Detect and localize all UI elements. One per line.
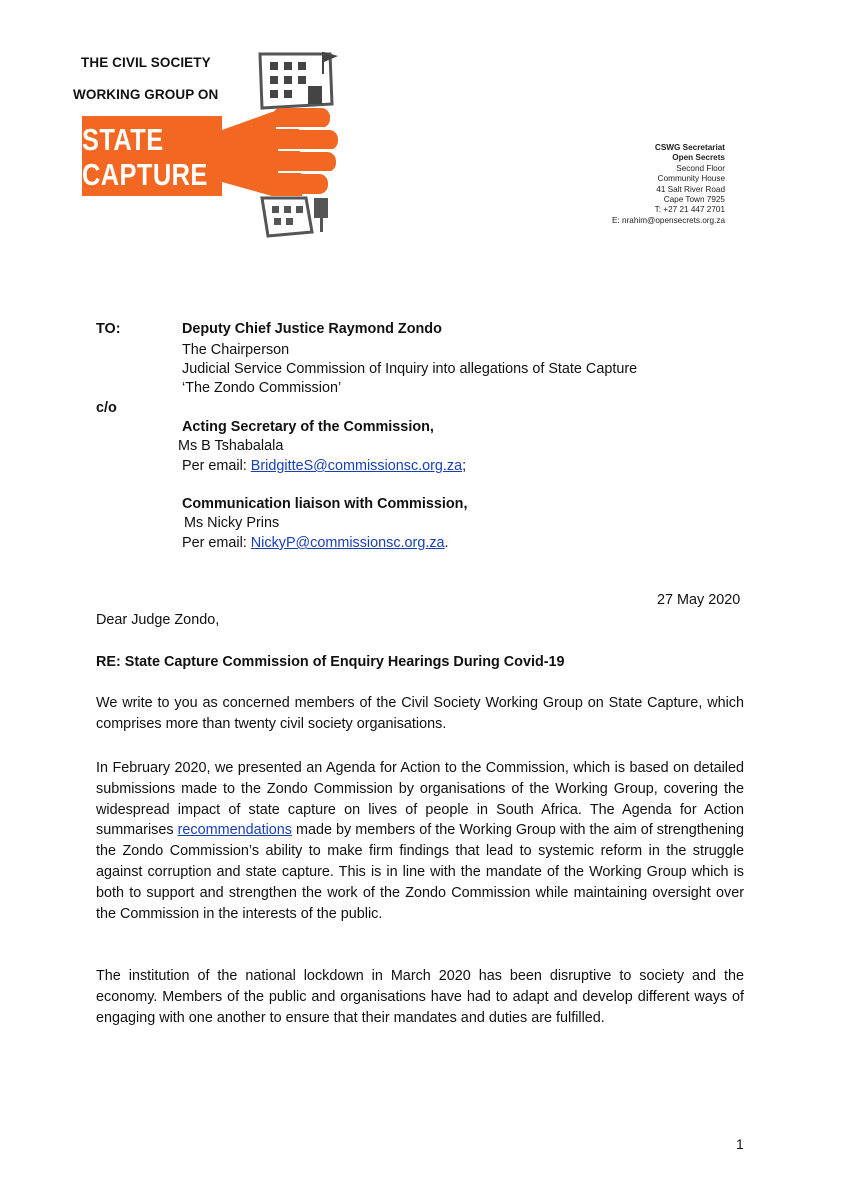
addressee-commission-alias: ‘The Zondo Commission’ [182,380,342,396]
addressee-commission: Judicial Service Commission of Inquiry into allegations of State Capture [182,361,638,377]
letter-subject: RE: State Capture Commission of Enquiry Hearings During Covid-19 [96,654,565,670]
contact2-email-suffix: . [444,535,449,551]
logo-word-state: STATE [82,122,164,157]
contact1-email-link[interactable]: BridgitteS@commissionsc.org.za [250,458,463,474]
paragraph-1: We write to you as concerned members of the Civil Society Working Group on State Capture, which comprises more than twenty civil society organisations. [96,695,744,732]
page-number: 1 [736,1136,744,1152]
co-label: c/o [96,400,117,416]
secretariat-street: 41 Salt River Road [656,184,725,194]
contact2-name: Ms Nicky Prins [184,515,280,531]
recommendations-link[interactable]: recommendations [177,822,292,839]
contact1-email-suffix: ; [462,458,467,474]
salutation: Dear Judge Zondo, [96,612,220,628]
contact2-email-line [182,533,449,553]
addressee-role: The Chairperson [182,342,290,358]
addressee-name: Deputy Chief Justice Raymond Zondo [182,321,442,337]
paragraph-2 [96,758,744,924]
secretariat-email: E: nrahim@opensecrets.org.za [612,215,725,225]
secretariat-address [612,143,725,226]
to-label: TO: [96,321,121,337]
contact1-email-prefix: Per email: [182,458,251,474]
paragraph-2-text-a: In February 2020, we presented an Agenda for Action to the Commission, which is based on detailed submissions made to the Zondo Commission by organisations of the Working Group, covering the widespread impact of state capture on lives of people in South Africa. The Agenda for Action summarises [96,760,744,839]
logo-word-capture: CAPTURE [82,157,208,192]
logo-line-1: THE CIVIL SOCIETY [81,55,211,70]
contact1-email-line [182,456,466,476]
paragraph-2-text-b: made by members of the Working Group with the aim of strengthening the Zondo Commission’s ability to make firm findings that lead to systemic reform in the struggle against corruption and state capture. This is in line with the mandate of the Working Group which is both to support and strengthen the work of the Zondo Commission while maintaining oversight over the Commission in the interests of the public. [96,822,744,922]
contact1-title: Acting Secretary of the Commission, [182,419,434,435]
contact2-email-link[interactable]: NickyP@commissionsc.org.za [250,535,445,551]
contact2-title: Communication liaison with Commission, [182,496,468,512]
secretariat-title: CSWG Secretariat [654,143,725,152]
secretariat-building: Community House [657,174,725,184]
secretariat-city: Cape Town 7925 [663,195,725,205]
logo-line-2: WORKING GROUP ON [73,87,219,102]
contact1-name: Ms B Tshabalala [178,438,284,454]
paragraph-3: The institution of the national lockdown in March 2020 has been disruptive to society and the economy. Members of the public and organisations have had to adapt and develop different ways of engaging with one another to ensure that their mandates and duties are fulfilled. [96,968,744,1026]
cswg-logo [73,46,344,242]
contact2-email-prefix: Per email: [182,535,251,551]
secretariat-floor: Second Floor [676,163,725,173]
secretariat-phone: T: +27 21 447 2701 [654,205,725,215]
secretariat-org: Open Secrets [672,153,725,163]
letter-date: 27 May 2020 [657,592,741,608]
